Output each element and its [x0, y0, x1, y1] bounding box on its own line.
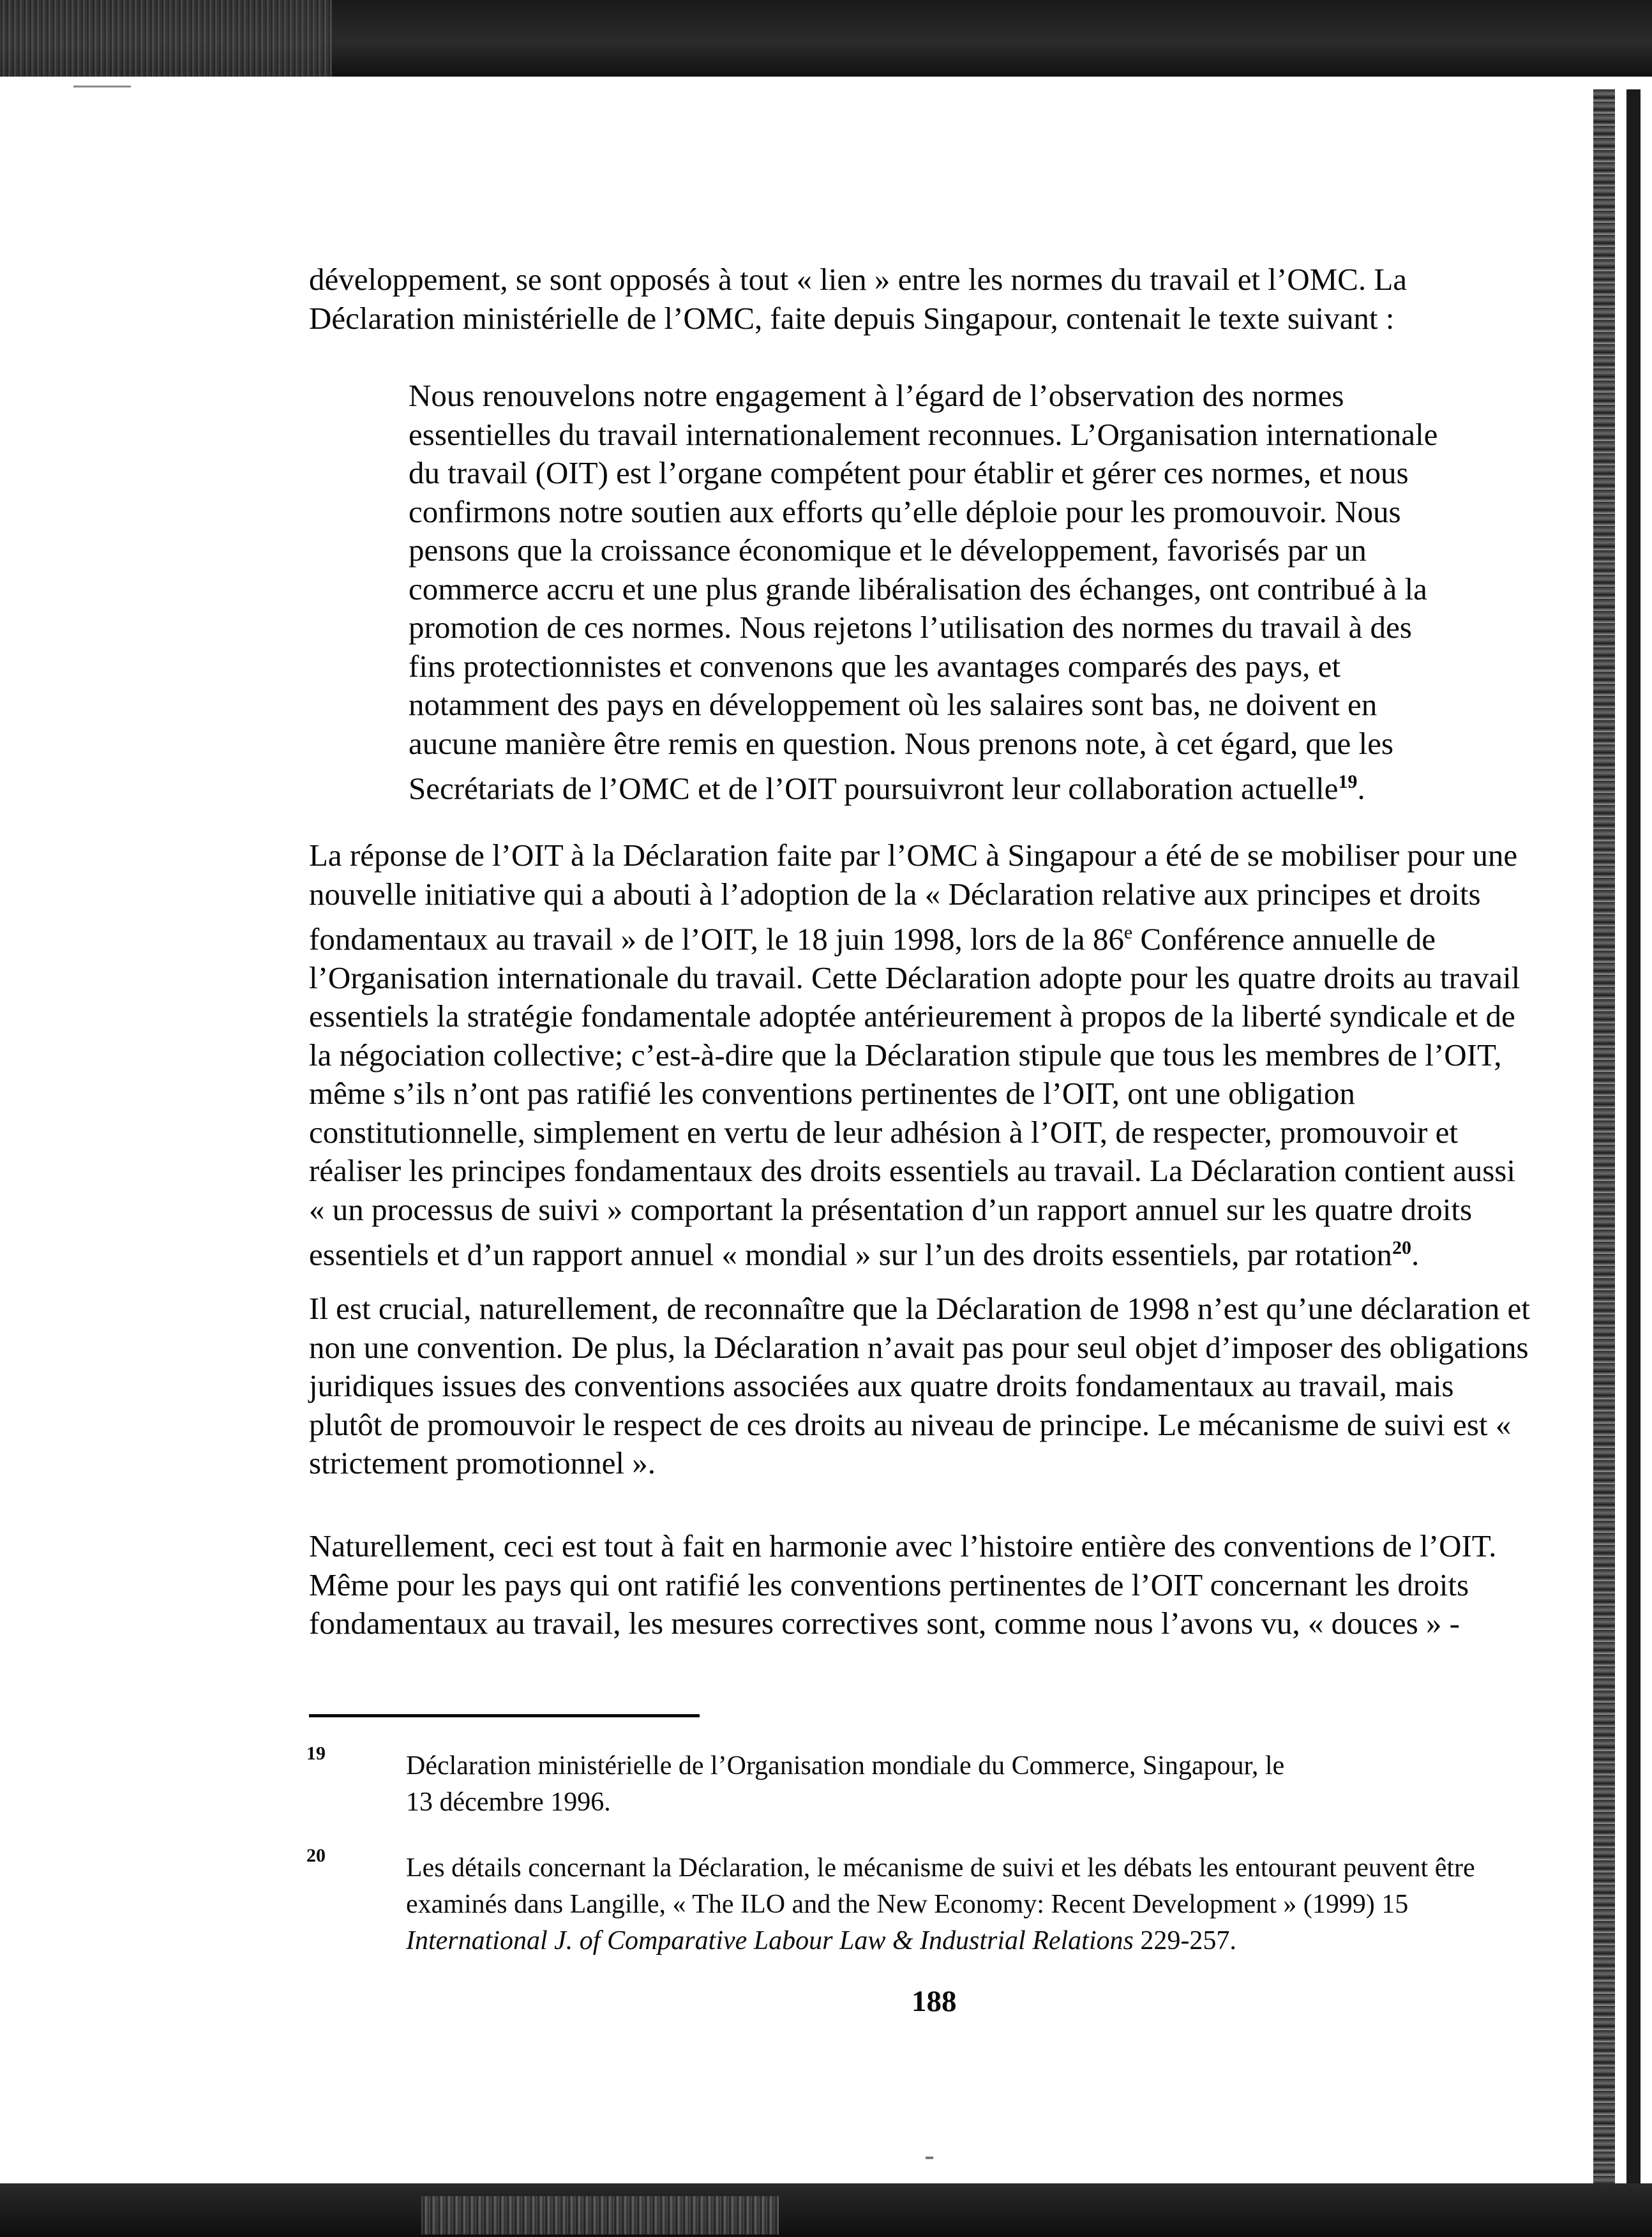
scan-bottom-noise — [421, 2196, 779, 2234]
footnote-number-20: 20 — [306, 1845, 326, 1866]
paragraph-3: Il est crucial, naturellement, de reconnaître que la Déclaration de 1998 n’est qu’une déclaration et non une convention. De plus, la Déclaration n’avait pas pour seul objet d’imposer des obligations juridiques issues des conventions associées aux quatre droits fondamentaux au travail, mais plutôt de promouvoir le respect de ces droits au niveau de principe. Le mécanisme de suivi est « strictement promotionnel ». — [309, 1291, 1530, 1480]
footnote-separator — [309, 1714, 700, 1717]
scan-right-edge — [1593, 89, 1615, 2222]
footnote-20-pages: 229-257. — [1133, 1926, 1236, 1955]
paragraph-2-text: La réponse de l’OIT à la Déclaration faite par l’OMC à Singapour a été de se mobiliser pour une nouvelle initiative qui a abouti à l’adoption de la « Déclaration relative aux principes et droits fondamentaux au travail » de l’OIT, le 18 juin 1998, lors de la 86 — [309, 838, 1518, 957]
footnote-20-text: Les détails concernant la Déclaration, le mécanisme de suivi et les débats les entourant peuvent être examinés dans Langille, « The ILO and the New Economy: Recent Development » (1999) 15 — [406, 1853, 1475, 1919]
scan-top-noise — [0, 0, 332, 77]
footnote-text-19: Déclaration ministérielle de l’Organisation mondiale du Commerce, Singapour, le 13 décembre 1996. — [406, 1751, 1285, 1817]
paragraph-2: La réponse de l’OIT à la Déclaration faite par l’OMC à Singapour a été de se mobiliser pour une nouvelle initiative qui a abouti à l’adoption de la « Déclaration relative aux principes et droits fondamentaux au travail » de l’OIT, le 18 juin 1998, lors de la 86e Conférence annuelle de l’Organisation internationale du travail. Cette Déclaration adopte pour les quatre droits au travail essentiels la stratégie fondamentale adoptée antérieurement à propos de la liberté syndicale et de la négociation collective; c’est-à-dire que la Déclaration stipule que tous les membres de l’OIT, même s’ils n’ont pas ratifié les conventions pertinentes de l’OIT, ont une obligation constitutionnelle, simplement en vertu de leur adhésion à l’OIT, de respecter, promouvoir et réaliser les principes fondamentaux des droits essentiels au travail. La Déclaration contient aussi « un processus de suivi » comportant la présentation d’un rapport annuel sur les quatre droits essentiels et d’un rapport annuel « mondial » sur l’un des droits essentiels, par rotation$^{20}$. — [309, 838, 1521, 1272]
scan-right-rule — [1626, 89, 1641, 2209]
block-quote-text: Nous renouvelons notre engagement à l’égard de l’observation des normes essentielles du travail internationalement reconnues. L’Organisation internationale du travail (OIT) est l’organe compétent pour établir et gérer ces normes, et nous confirmons notre soutien aux efforts qu’elle déploie pour les promouvoir. Nous pensons que la croissance économique et le développement, favorisés par un commerce accru et une plus grande libéralisation des échanges, ont contribué à la promotion de ces normes. Nous rejetons l’utilisation des normes du travail à des fins protectionnistes et convenons que les avantages comparés des pays, et notamment des pays en développement où les salaires sont bas, ne doivent en aucune manière être remis en question. Nous prenons note, à cet égard, que les Secrétariats de l’OMC et de l’OIT poursuivront leur collaboration actuelle — [409, 378, 1438, 806]
paragraph-4: Naturellement, ceci est tout à fait en harmonie avec l’histoire entière des conventions de l’OIT. Même pour les pays qui ont ratifié les conventions pertinentes de l’OIT concernant les droits fondamentaux au travail, les mesures correctives sont, comme nous l’avons vu, « douces » - — [309, 1528, 1497, 1641]
ordinal-superscript: e — [1123, 922, 1133, 943]
paragraph-2-text-rest: Conférence annuelle de l’Organisation internationale du travail. Cette Déclaration adopte pour les quatre droits au travail essentiels la stratégie fondamentale adoptée antérieurement à propos de la liberté syndicale et de la négociation collective; c’est-à-dire que la Déclaration stipule que tous les membres de l’OIT, même s’ils n’ont pas ratifié les conventions pertinentes de l’OIT, ont une obligation constitutionnelle, simplement en vertu de leur adhésion à l’OIT, de respecter, promouvoir et réaliser les principes fondamentaux des droits essentiels au travail. La Déclaration contient aussi « un processus de suivi » comportant la présentation d’un rapport annuel sur les quatre droits essentiels et d’un rapport annuel « mondial » sur l’un des droits essentiels, par rotation — [309, 921, 1521, 1272]
footnote-number-19: 19 — [306, 1743, 326, 1764]
scan-speck — [926, 2157, 933, 2159]
footnote-ref-19: 19 — [1338, 771, 1358, 792]
paragraph-intro: développement, se sont opposés à tout « lien » entre les normes du travail et l’OMC. La Déclaration ministérielle de l’OMC, faite depuis Singapour, contenait le texte suivant : — [309, 262, 1408, 336]
footnote-20-journal: International J. of Comparative Labour Law & Industrial Relations — [406, 1926, 1134, 1955]
page-number: 188 — [912, 1985, 957, 2018]
footnote-ref-20: 20 — [1392, 1237, 1411, 1259]
scan-bottom-border — [0, 2183, 1652, 2237]
footnote-text-20 — [406, 1850, 1574, 1959]
scan-mark — [73, 86, 131, 87]
block-quote: Nous renouvelons notre engagement à l’égard de l’observation des normes essentielles du travail internationalement reconnues. L’Organisation internationale du travail (OIT) est l’organe compétent pour établir et gérer ces normes, et nous confirmons notre soutien aux efforts qu’elle déploie pour les promouvoir. Nous pensons que la croissance économique et le développement, favorisés par un commerce accru et une plus grande libéralisation des échanges, ont contribué à la promotion de ces normes. Nous rejetons l’utilisation des normes du travail à des fins protectionnistes et convenons que les avantages comparés des pays, et notamment des pays en développement où les salaires sont bas, ne doivent en aucune manière être remis en question. Nous prenons note, à cet égard, que les Secrétariats de l’OMC et de l’OIT poursuivront leur collaboration actuelle$^{19}$. — [409, 378, 1438, 806]
